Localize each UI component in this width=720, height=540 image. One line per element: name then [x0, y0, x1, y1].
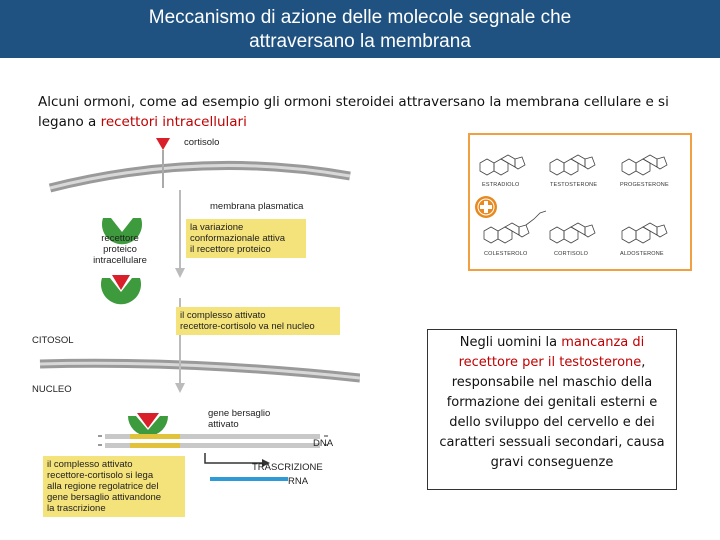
- label-gene-bersaglio: gene bersaglio attivato: [208, 408, 271, 430]
- label-box-to-nucleus: il complesso attivato recettore-cortisolo va nel nucleo: [176, 307, 340, 335]
- cortisol-molecule: [156, 138, 170, 150]
- name-aldosterone: ALDOSTERONE: [620, 251, 664, 257]
- label-box-conformational: la variazione conformazionale attiva il recettore proteico: [186, 219, 306, 258]
- note-text-2: , responsabile nel maschio della formazione dei genitali esterni e dello sviluppo del cervello e dei caratteri sessuali secondari, causa gravi conseguenze: [439, 355, 665, 470]
- intro-text: [38, 92, 698, 132]
- note-text-1: Negli uomini la: [459, 335, 562, 350]
- title-line-1: Meccanismo di azione delle molecole segnale che: [148, 7, 572, 28]
- mechanism-diagram: [30, 128, 360, 528]
- slide-title: [0, 0, 720, 58]
- name-cortisolo: CORTISOLO: [554, 251, 589, 257]
- steroid-structures-panel: [468, 133, 692, 271]
- dna-regulatory-1: [130, 434, 180, 439]
- name-estradiolo: ESTRADIOLO: [482, 182, 520, 188]
- note-box: [427, 329, 677, 490]
- label-trascrizione: TRASCRIZIONE: [252, 462, 323, 473]
- name-progesterone: PROGESTERONE: [620, 182, 669, 188]
- label-dna: DNA: [313, 438, 334, 449]
- label-recettore: recettore proteico intracellulare: [93, 233, 147, 266]
- arrow-3-head: [175, 383, 185, 393]
- label-membrana: membrana plasmatica: [210, 201, 304, 212]
- label-rna: RNA: [288, 476, 309, 487]
- name-testosterone: TESTOSTERONE: [550, 182, 598, 188]
- label-box-binding: il complesso attivato recettore-cortisolo si lega alla regione regolatrice del gene bersaglio attivandone la trascrizione: [43, 456, 185, 517]
- panel-logo-cross-h: [480, 205, 492, 209]
- arrow-2-head: [175, 268, 185, 278]
- label-citosol: CITOSOL: [32, 335, 74, 346]
- label-cortisolo: cortisolo: [184, 137, 220, 148]
- name-colesterolo: COLESTEROLO: [484, 251, 528, 257]
- dna-regulatory-2: [130, 443, 180, 448]
- intro-highlight: recettori intracellulari: [100, 114, 247, 130]
- note-highlight: mancanza di recettore per il testosterone: [458, 335, 645, 370]
- rna-strand: [210, 477, 288, 481]
- label-nucleo: NUCLEO: [32, 384, 72, 395]
- steroid-structures-drawing: [470, 135, 690, 269]
- title-line-2: attraversano la membrana: [249, 31, 471, 52]
- intro-part-1: Alcuni ormoni, come ad esempio gli ormoni steroidei attraversano la membrana cellulare e si legano a: [38, 94, 669, 130]
